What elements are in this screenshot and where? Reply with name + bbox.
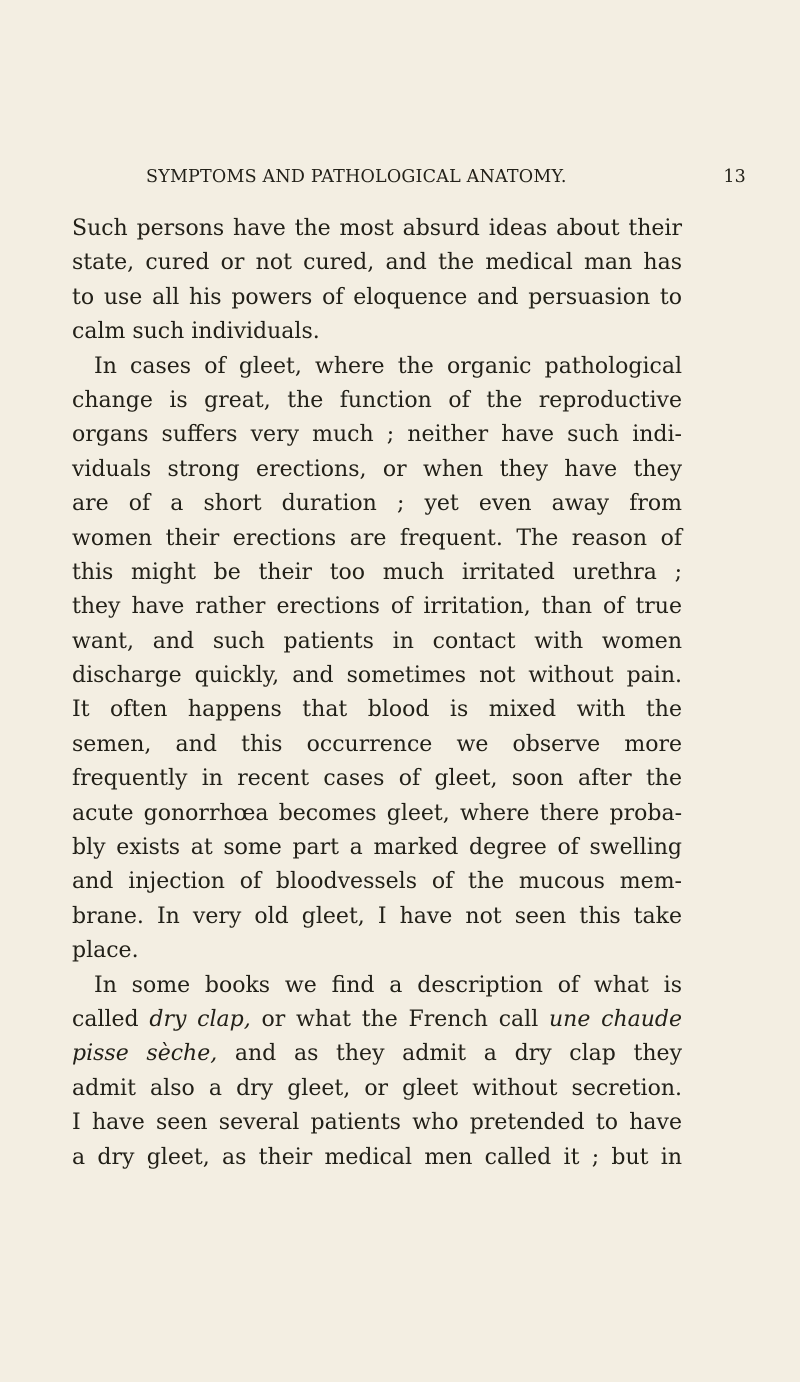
text-line: viduals strong erections, or when they have they [72, 456, 682, 482]
text-line: and injection of bloodvessels of the mucous mem- [72, 869, 682, 895]
text-line: want, and such patients in contact with women [72, 628, 682, 654]
italic-term: dry clap, [149, 1006, 251, 1032]
text-fragment: and as they admit a dry clap they [217, 1041, 682, 1067]
text-line: are of a short duration ; yet even away from [72, 491, 682, 517]
text-line: they have rather erections of irritation, than of true [72, 594, 682, 620]
page-number: 13 [723, 167, 746, 187]
text-line: organs suffers very much ; neither have such indi- [72, 422, 682, 448]
text-line: women their erections are frequent. The reason of [72, 525, 682, 551]
text-line: place. [72, 938, 139, 964]
text-line: this might be their too much irritated urethra ; [72, 559, 682, 585]
text-line: frequently in recent cases of gleet, soon after the [72, 766, 682, 792]
text-line-with-italics [72, 1037, 682, 1071]
text-line: acute gonorrhœa becomes gleet, where there proba- [72, 800, 682, 826]
text-line: semen, and this occurrence we observe more [72, 731, 682, 757]
running-head [146, 167, 746, 193]
running-head-title: SYMPTOMS AND PATHOLOGICAL ANATOMY. [146, 167, 567, 187]
text-line: In cases of gleet, where the organic pathological [94, 353, 682, 379]
text-line: discharge quickly, and sometimes not without pain. [72, 663, 682, 689]
text-line: a dry gleet, as their medical men called it ; but in [72, 1144, 682, 1170]
text-line: Such persons have the most absurd ideas about their [72, 216, 682, 241]
text-line: state, cured or not cured, and the medical man has [72, 250, 682, 276]
italic-term: une chaude [549, 1006, 682, 1032]
italic-term: pisse sèche, [72, 1041, 218, 1067]
text-line: admit also a dry gleet, or gleet without secretion. [72, 1075, 682, 1101]
text-line: In some books we find a description of what is [94, 972, 682, 998]
text-line-with-italics [72, 1003, 682, 1037]
text-fragment: called [72, 1006, 150, 1032]
text-line: brane. In very old gleet, I have not seen this take [72, 903, 682, 929]
text-line: change is great, the function of the reproductive [72, 387, 682, 413]
text-line: bly exists at some part a marked degree of swelling [72, 835, 682, 861]
text-fragment: or what the French call [250, 1006, 549, 1032]
text-line: It often happens that blood is mixed with the [72, 697, 682, 723]
text-line: I have seen several patients who pretended to have [72, 1110, 682, 1136]
text-line: calm such individuals. [72, 319, 320, 345]
body-text [72, 212, 682, 1175]
text-line: to use all his powers of eloquence and persuasion to [72, 284, 682, 310]
